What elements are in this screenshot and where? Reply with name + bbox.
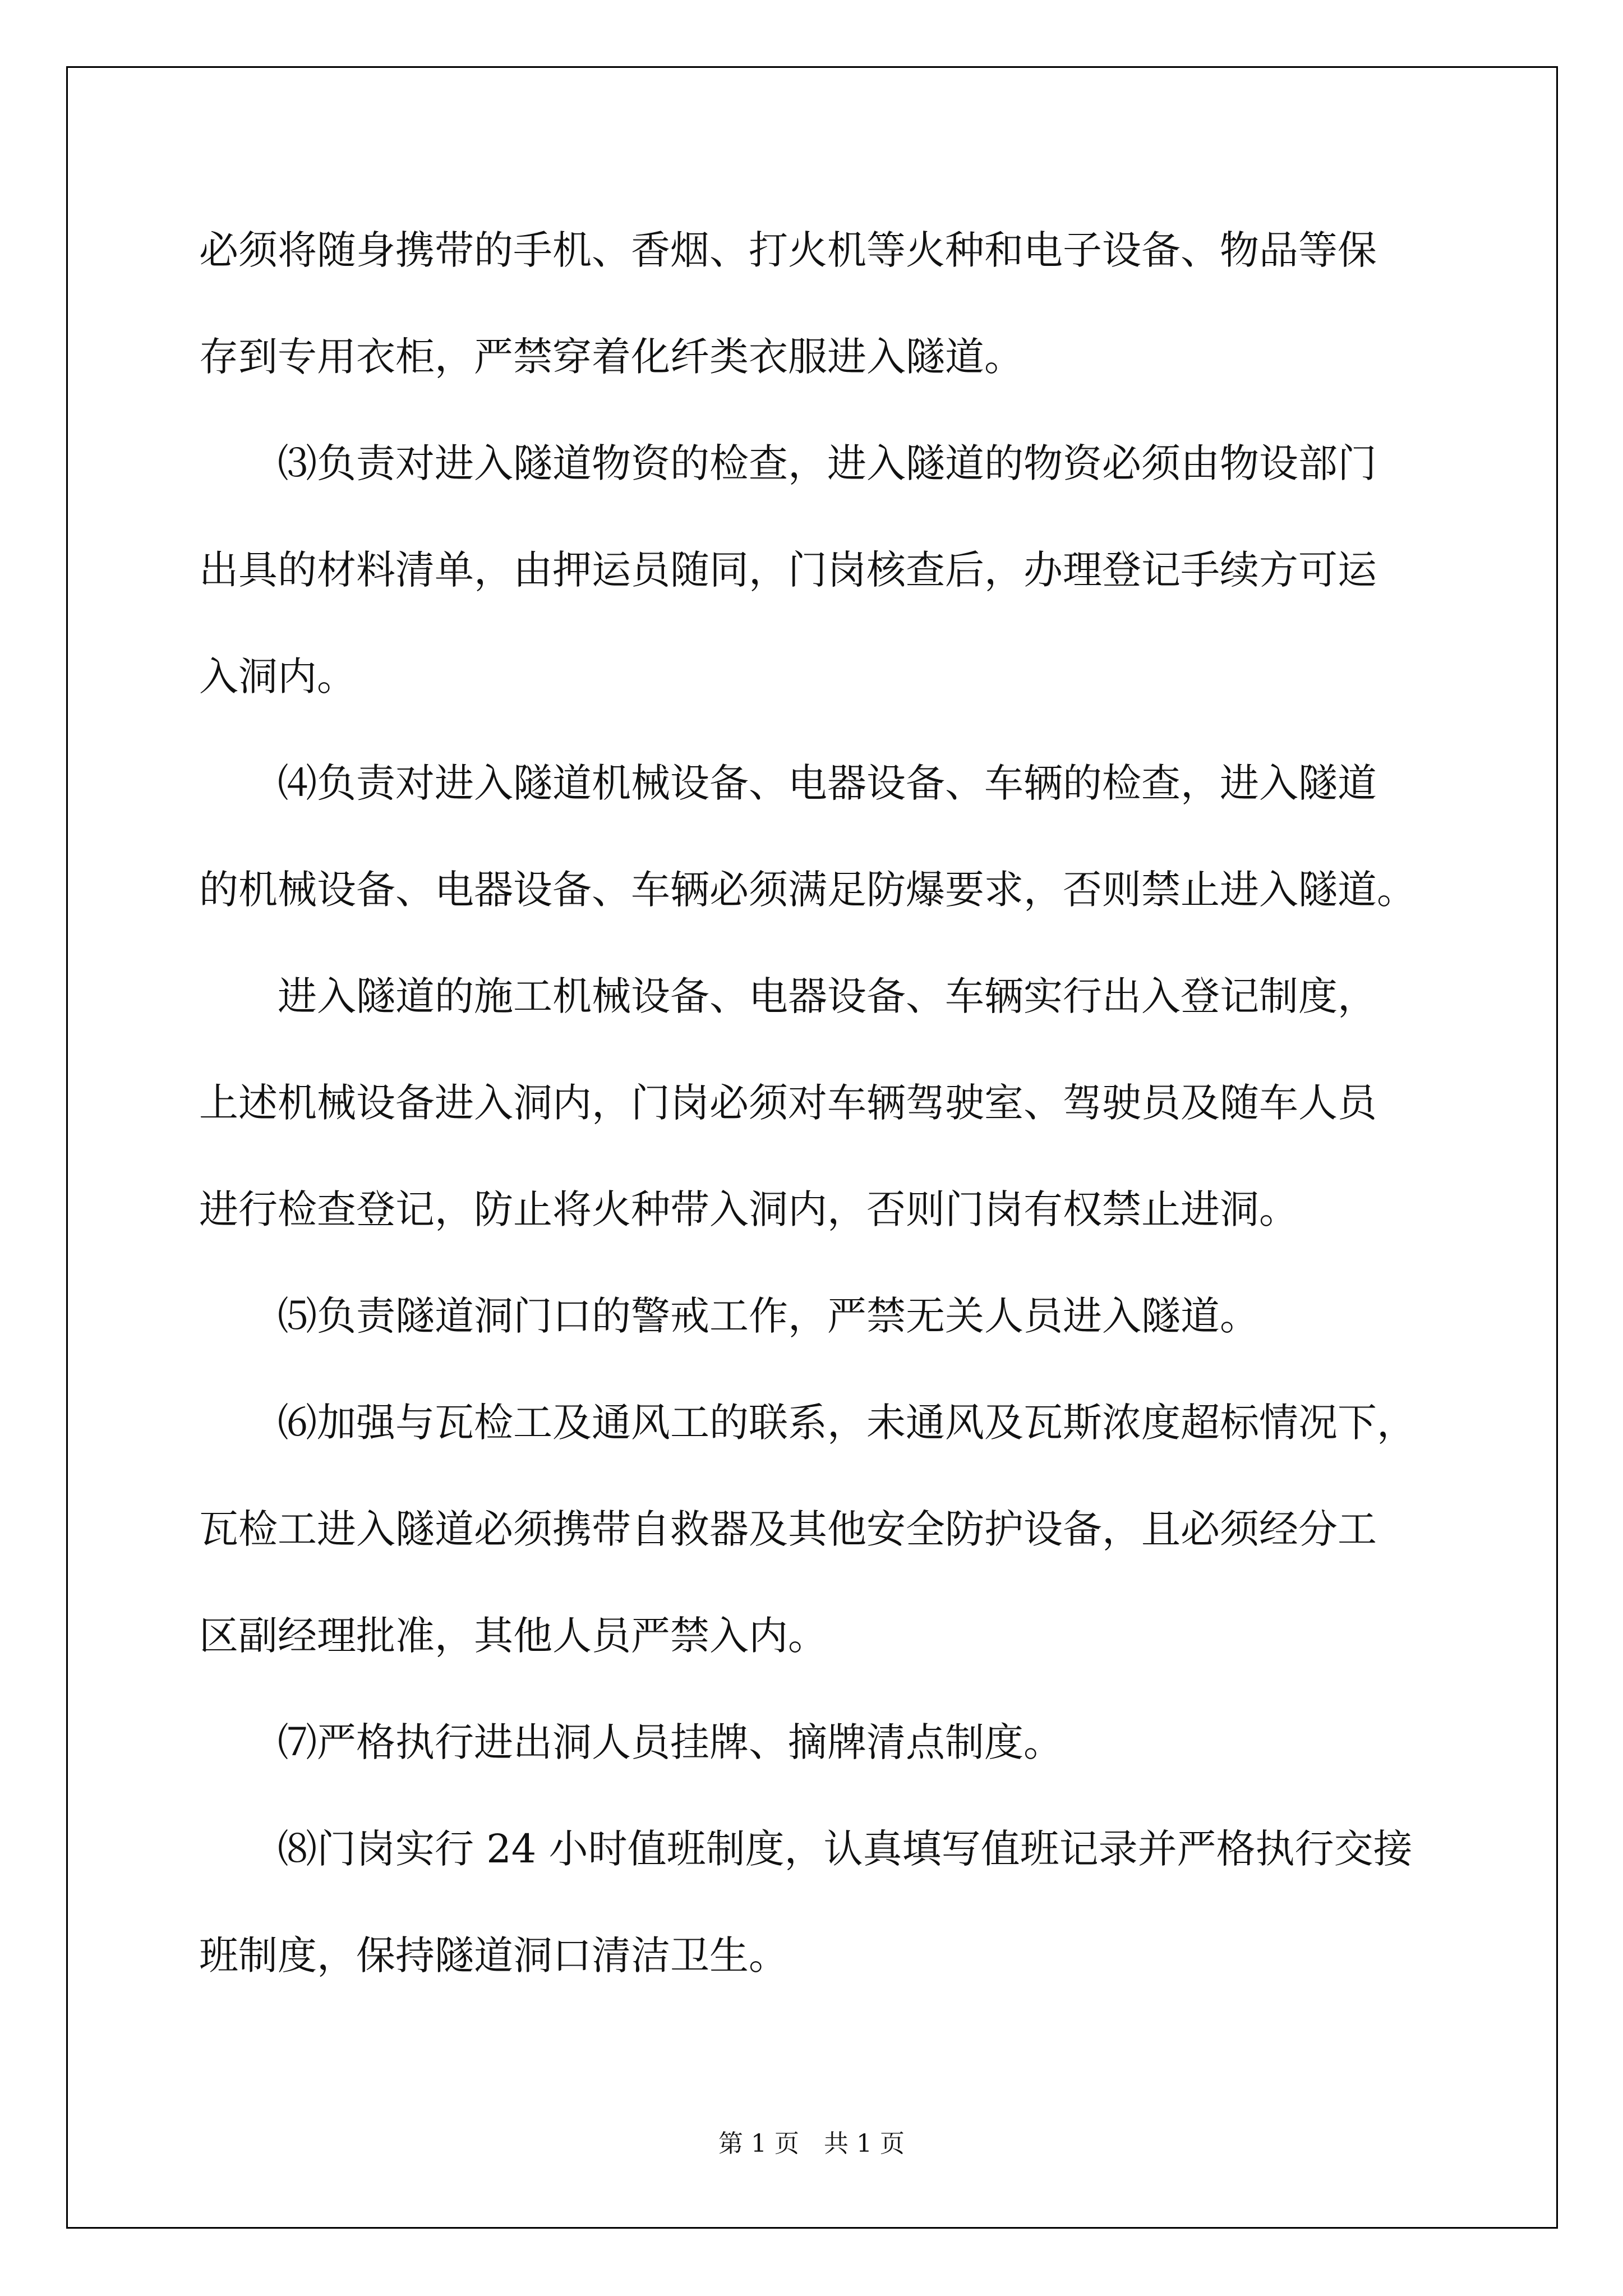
page-border [66,66,1558,2229]
text-line: 班制度，保持隧道洞口清洁卫生。 [199,1932,788,1978]
text-line: ⑺严格执行进出洞人员挂牌、摘牌清点制度。 [278,1719,1063,1765]
text-line: 进行检查登记，防止将火种带入洞内，否则门岗有权禁止进洞。 [199,1186,1298,1232]
text-line: 上述机械设备进入洞内，门岗必须对车辆驾驶室、驾驶员及随车人员 [199,1080,1377,1126]
page-footer: 第 1 页 共 1 页 [718,2129,905,2158]
text-line: 出具的材料清单，由押运员随同，门岗核查后，办理登记手续方可运 [199,547,1377,593]
text-line: 存到专用衣柜，严禁穿着化纤类衣服进入隧道。 [199,334,1023,380]
text-line: ⑻门岗实行 24 小时值班制度，认真填写值班记录并严格执行交接 [278,1826,1413,1872]
text-line: ⑹加强与瓦检工及通风工的联系，未通风及瓦斯浓度超标情况下， [278,1400,1416,1446]
text-line: 瓦检工进入隧道必须携带自救器及其他安全防护设备，且必须经分工 [199,1506,1377,1552]
text-line: ⑸负责隧道洞门口的警戒工作，严禁无关人员进入隧道。 [278,1293,1259,1339]
text-line: 必须将随身携带的手机、香烟、打火机等火种和电子设备、物品等保 [199,227,1377,273]
text-line: 区副经理批准，其他人员严禁入内。 [199,1613,827,1659]
text-line: 进入隧道的施工机械设备、电器设备、车辆实行出入登记制度， [278,973,1377,1019]
text-line: ⑶负责对进入隧道物资的检查，进入隧道的物资必须由物设部门 [278,440,1377,486]
text-line: 入洞内。 [199,654,356,700]
text-line: ⑷负责对进入隧道机械设备、电器设备、车辆的检查，进入隧道 [278,760,1377,806]
text-line: 的机械设备、电器设备、车辆必须满足防爆要求，否则禁止进入隧道。 [199,867,1416,913]
